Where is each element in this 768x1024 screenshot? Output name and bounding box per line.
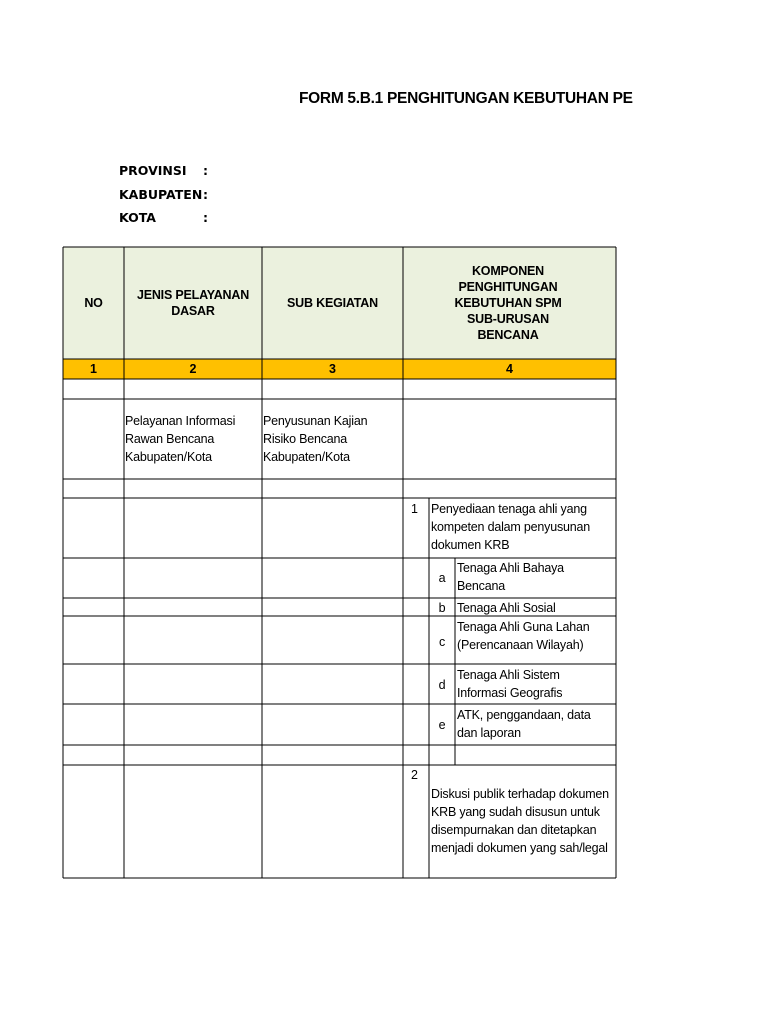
item-text: Penyediaan tenaga ahli yang kompeten dalam penyusunan dokumen KRB [431, 502, 591, 552]
cell-jenis-pelayanan: Pelayanan Informasi Rawan Bencana Kabupaten/Kota [125, 414, 236, 464]
header-jenis-pelayanan: JENIS PELAYANAN DASAR [136, 288, 250, 318]
column-number: 2 [189, 362, 197, 376]
meta-colon: : [203, 210, 208, 225]
meta-label: PROVINSI [119, 163, 187, 178]
item-number: 2 [411, 768, 418, 782]
item-text: Diskusi publik terhadap dokumen KRB yang sudah disusun untuk disempurnakan dan ditetapkan menjadi dokumen yang sah/legal [431, 787, 609, 855]
subitem-text: Tenaga Ahli Sistem Informasi Geografis [457, 668, 563, 700]
column-number: 1 [90, 362, 97, 376]
meta-label: KABUPATEN [119, 187, 203, 202]
form-title: FORM 5.B.1 PENGHITUNGAN KEBUTUHAN PE [299, 90, 633, 107]
header-sub-kegiatan: SUB KEGIATAN [287, 296, 378, 310]
subitem-letter: b [438, 601, 446, 615]
meta-colon: : [203, 163, 208, 178]
column-number: 4 [506, 362, 513, 376]
subitem-letter: d [438, 678, 446, 692]
cell-sub-kegiatan: Penyusunan Kajian Risiko Bencana Kabupaten/Kota [263, 414, 368, 464]
subitem-letter: c [438, 635, 446, 649]
meta-label: KOTA [119, 210, 156, 225]
subitem-letter: e [438, 718, 446, 732]
header-no: NO [84, 296, 103, 310]
header-komponen: KOMPONEN PENGHITUNGAN KEBUTUHAN SPM SUB-URUSAN BENCANA [454, 264, 562, 342]
subitem-text: ATK, penggandaan, data dan laporan [457, 708, 591, 740]
item-number: 1 [411, 502, 418, 516]
subitem-letter: a [438, 571, 446, 585]
column-number: 3 [329, 362, 336, 376]
subitem-text: Tenaga Ahli Guna Lahan (Perencanaan Wilayah) [457, 620, 590, 652]
meta-colon: : [203, 187, 208, 202]
subitem-text: Tenaga Ahli Bahaya Bencana [457, 561, 564, 593]
subitem-text: Tenaga Ahli Sosial [457, 601, 556, 615]
